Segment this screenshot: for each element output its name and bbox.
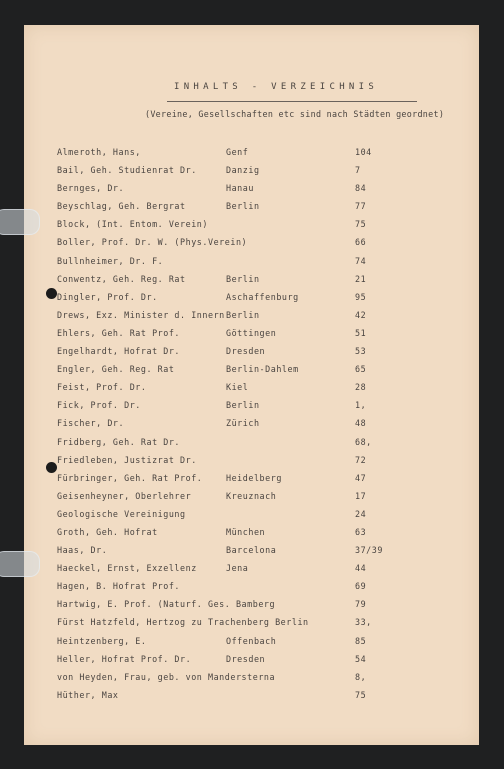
entry-page: 17 [355, 490, 367, 501]
index-entry [24, 382, 479, 400]
entry-name: Dingler, Prof. Dr. [57, 291, 158, 302]
entry-city: Offenbach [226, 635, 277, 646]
entry-city: Berlin-Dahlem [226, 364, 299, 375]
entry-page: 53 [355, 346, 367, 357]
entry-page: 37/39 [355, 545, 383, 556]
index-entry [24, 599, 479, 617]
index-entry [24, 310, 479, 328]
entry-page: 85 [355, 635, 367, 646]
entry-name: Almeroth, Hans, [57, 147, 141, 157]
entry-page: 42 [355, 309, 367, 320]
entry-name: Geisenheyner, Oberlehrer [57, 490, 192, 501]
entry-page: 104 [355, 147, 372, 157]
entry-city: Berlin [226, 309, 260, 320]
entry-page: 66 [355, 237, 367, 248]
entry-page: 48 [355, 418, 367, 429]
index-entry [24, 418, 479, 436]
entry-page: 84 [355, 183, 367, 194]
index-entry [24, 672, 479, 690]
index-entry [24, 292, 479, 310]
entry-city: München [226, 526, 266, 537]
entry-city: Genf [226, 147, 249, 157]
entry-name: Drews, Exz. Minister d. Innern [57, 309, 225, 320]
entry-page: 51 [355, 327, 367, 338]
entry-city: Kiel [226, 382, 249, 393]
entry-name: Heller, Hofrat Prof. Dr. [57, 653, 192, 664]
index-entry [24, 654, 479, 672]
entry-name: Feist, Prof. Dr. [57, 382, 147, 393]
entry-city: Zürich [226, 418, 260, 429]
index-entry [24, 473, 479, 491]
entry-city: Dresden [226, 653, 266, 664]
page-subtitle: (Vereine, Gesellschaften etc sind nach Städten geordnet) [145, 109, 445, 119]
entry-page: 54 [355, 653, 367, 664]
index-entry [24, 617, 479, 635]
entry-name: Friedleben, Justizrat Dr. [57, 454, 197, 465]
index-entry [24, 527, 479, 545]
entry-page: 72 [355, 454, 367, 465]
index-entry [24, 437, 479, 455]
entry-name: Hagen, B. Hofrat Prof. [57, 581, 181, 592]
entry-page: 65 [355, 364, 367, 375]
entry-name: Block, (Int. Entom. Verein) [57, 219, 208, 230]
entry-name: Ehlers, Geh. Rat Prof. [57, 327, 181, 338]
entry-name: Groth, Geh. Hofrat [57, 526, 158, 537]
entry-page: 68, [355, 436, 372, 447]
entry-page: 44 [355, 563, 367, 574]
index-entry [24, 237, 479, 255]
index-entry [24, 183, 479, 201]
index-entry [24, 690, 479, 708]
entry-page: 24 [355, 508, 367, 519]
entry-name: Hüther, Max [57, 689, 119, 700]
entry-page: 63 [355, 526, 367, 537]
entry-name: Conwentz, Geh. Reg. Rat [57, 273, 186, 284]
index-entry [24, 147, 479, 165]
index-entry [24, 581, 479, 599]
entry-name: Engelhardt, Hofrat Dr. [57, 346, 181, 357]
entry-name: Heintzenberg, E. [57, 635, 147, 646]
index-page [24, 25, 479, 745]
index-entry [24, 400, 479, 418]
entry-page: 47 [355, 472, 367, 483]
index-entry [24, 201, 479, 219]
entry-page: 8, [355, 671, 367, 682]
entry-city: Barcelona [226, 545, 277, 556]
entry-name: Hartwig, E. Prof. (Naturf. Ges. Bamberg [57, 599, 276, 610]
entry-city: Berlin [226, 201, 260, 212]
entry-city: Heidelberg [226, 472, 282, 483]
entry-city: Berlin [226, 273, 260, 284]
entry-page: 1, [355, 400, 367, 411]
entry-name: Bullnheimer, Dr. F. [57, 255, 164, 266]
index-entry [24, 455, 479, 473]
index-entry [24, 256, 479, 274]
binder-clip [0, 209, 40, 235]
entry-name: von Heyden, Frau, geb. von Mandersterna [57, 671, 276, 682]
index-entry [24, 219, 479, 237]
entry-page: 28 [355, 382, 367, 393]
entry-name: Fürst Hatzfeld, Hertzog zu Trachenberg Berlin [57, 617, 309, 628]
entry-page: 77 [355, 201, 367, 212]
page-title: INHALTS - VERZEICHNIS [174, 82, 379, 92]
entry-page: 75 [355, 219, 367, 230]
index-entry [24, 274, 479, 292]
entry-page: 74 [355, 255, 367, 266]
entry-name: Engler, Geh. Reg. Rat [57, 364, 175, 375]
index-entry [24, 636, 479, 654]
entry-city: Berlin [226, 400, 260, 411]
entry-page: 7 [355, 165, 361, 176]
entry-page: 79 [355, 599, 367, 610]
binder-clip [0, 551, 40, 577]
index-entry [24, 509, 479, 527]
entry-name: Boller, Prof. Dr. W. (Phys.Verein) [57, 237, 248, 248]
entry-city: Dresden [226, 346, 266, 357]
entry-page: 75 [355, 689, 367, 700]
index-entry [24, 563, 479, 581]
entry-page: 33, [355, 617, 372, 628]
index-entry [24, 491, 479, 509]
entry-name: Fick, Prof. Dr. [57, 400, 141, 411]
index-entry [24, 346, 479, 364]
punch-hole [46, 462, 57, 473]
entry-name: Bail, Geh. Studienrat Dr. [57, 165, 197, 176]
index-entry [24, 545, 479, 563]
entry-city: Danzig [226, 165, 260, 176]
title-underline [167, 101, 417, 102]
entry-city: Hanau [226, 183, 254, 194]
entry-name: Fürbringer, Geh. Rat Prof. [57, 472, 203, 483]
entry-name: Fridberg, Geh. Rat Dr. [57, 436, 181, 447]
index-entry [24, 364, 479, 382]
entry-name: Geologische Vereinigung [57, 508, 186, 519]
entry-name: Fischer, Dr. [57, 418, 125, 429]
entry-page: 21 [355, 273, 367, 284]
entry-name: Bernges, Dr. [57, 183, 125, 194]
entry-page: 95 [355, 291, 367, 302]
entry-city: Göttingen [226, 327, 277, 338]
punch-hole [46, 288, 57, 299]
entry-city: Jena [226, 563, 249, 574]
entry-name: Beyschlag, Geh. Bergrat [57, 201, 186, 212]
index-entries [24, 147, 479, 708]
entry-page: 69 [355, 581, 367, 592]
entry-name: Haeckel, Ernst, Exzellenz [57, 563, 197, 574]
entry-city: Kreuznach [226, 490, 277, 501]
entry-name: Haas, Dr. [57, 545, 108, 556]
entry-city: Aschaffenburg [226, 291, 299, 302]
index-entry [24, 165, 479, 183]
index-entry [24, 328, 479, 346]
